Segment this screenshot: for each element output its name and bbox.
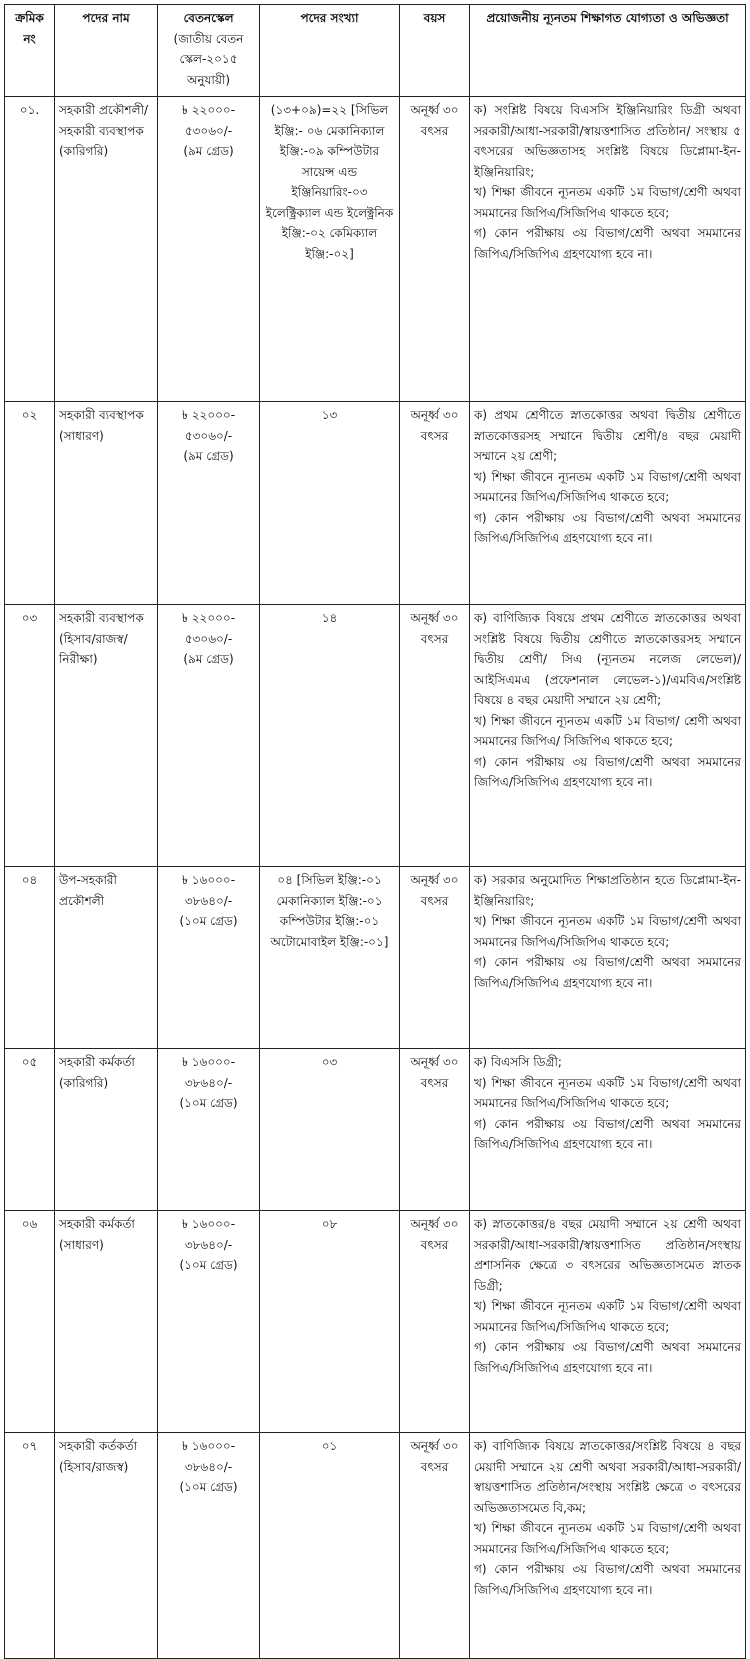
age-cell bbox=[400, 1211, 470, 1433]
header-qualification: প্রয়োজনীয় ন্যূনতম শিক্ষাগত যোগ্যতা ও অভিজ্ঞতা bbox=[470, 5, 746, 97]
qualification-item: ক) বাণিজ্যিক বিষয়ে প্রথম শ্রেণীতে স্নাতকোত্তর অথবা সংশ্লিষ্ট বিষয়ে দ্বিতীয় শ্রেণীতে স্নাতকোত্তরসহ সম্মানে দ্বিতীয় শ্রেণী/ সিএ (ন্যূনতম নলেজ লেভেল)/ আইসিএমএ (প্রফেশনাল লেভেল-১)/এমবিএ/সংশ্লিষ্ট বিষয়ে ৪ বছর মেয়াদী সম্মানে ২য় শ্রেণী; bbox=[474, 611, 741, 707]
qualification-cell bbox=[470, 97, 746, 402]
pay-scale-line: (১০ম গ্রেড) bbox=[179, 1480, 238, 1494]
qualification-cell bbox=[470, 605, 746, 867]
pay-scale-line: (৯ম গ্রেড) bbox=[183, 144, 234, 158]
serial-cell: ০৬ bbox=[5, 1211, 55, 1433]
pay-scale-line: ৩৮৬৪০/- bbox=[184, 1459, 233, 1474]
post-name-cell: সহকারী প্রকৌশলী/ সহকারী ব্যবস্থাপক (কারিগরি) bbox=[55, 97, 158, 402]
post-count-cell: (১৩+০৯)=২২ [সিভিল ইঞ্জি:- ০৬ মেকানিক্যাল ইঞ্জি:-০৯ কম্পিউটার সায়েন্স এন্ড ইঞ্জিনিয়ারিং-০৩ ইলেক্ট্রিক্যাল এন্ড ইলেক্ট্রনিক ইঞ্জি:-০২ কেমিক্যাল ইঞ্জি:-০২] bbox=[260, 97, 400, 402]
qualification-item: ক) বিএসসি ডিগ্রী; bbox=[474, 1055, 562, 1069]
pay-scale-line: ৳ ২২০০০- bbox=[181, 611, 236, 625]
serial-cell: ০৩ bbox=[5, 605, 55, 867]
age-line: অনূর্ধ্ব ৩০ bbox=[410, 611, 459, 625]
pay-scale-line: (৯ম গ্রেড) bbox=[183, 449, 234, 463]
pay-scale-line: (১০ম গ্রেড) bbox=[179, 1096, 238, 1110]
pay-scale-line: ৩৮৬৪০/- bbox=[184, 1237, 233, 1252]
qualification-item: গ) কোন পরীক্ষায় ৩য় বিভাগ/শ্রেণী অথবা সমমানের জিপিএ/সিজিপিএ গ্রহণযোগ্য হবে না। bbox=[474, 226, 741, 261]
post-name-cell: উপ-সহকারী প্রকৌশলী bbox=[55, 867, 158, 1049]
age-cell bbox=[400, 867, 470, 1049]
qualification-item: ক) প্রথম শ্রেণীতে স্নাতকোত্তর অথবা দ্বিতীয় শ্রেণীতে স্নাতকোত্তরসহ সম্মানে দ্বিতীয় শ্রেণী/৪ বছর মেয়াদী সম্মানে ২য় শ্রেণী; bbox=[474, 408, 741, 463]
pay-scale-line: ৳ ২২০০০- bbox=[181, 408, 236, 422]
serial-cell: ০১. bbox=[5, 97, 55, 402]
table-body bbox=[5, 97, 746, 1659]
post-count-cell: ১৩ bbox=[260, 402, 400, 605]
post-count-cell: ০১ bbox=[260, 1433, 400, 1659]
table-row bbox=[5, 1049, 746, 1211]
post-name-cell: সহকারী কর্মকর্তা (কারিগরি) bbox=[55, 1049, 158, 1211]
serial-cell: ০৭ bbox=[5, 1433, 55, 1659]
header-pay-scale bbox=[158, 5, 260, 97]
qualification-item: গ) কোন পরীক্ষায় ৩য় বিভাগ/শ্রেণী অথবা সমমানের জিপিএ/সিজিপিএ গ্রহণযোগ্য হবে না। bbox=[474, 754, 741, 789]
age-line: অনূর্ধ্ব ৩০ bbox=[410, 1055, 459, 1069]
header-row bbox=[5, 5, 746, 97]
qualification-item: খ) শিক্ষা জীবনে ন্যূনতম একটি ১ম বিভাগ/শ্রেণী অথবা সমমানের জিপিএ/সিজিপিএ থাকতে হবে; bbox=[474, 1075, 741, 1110]
qualification-item: ক) স্নাতকোত্তর/৪ বছর মেয়াদী সম্মানে ২য় শ্রেণী অথবা সরকারী/আধা-সরকারী/স্বায়ত্তশাসিত প্রতিষ্ঠান/সংস্থায় প্রশাসনিক ক্ষেত্রে ৩ বৎসরের অভিজ্ঞতাসমেত স্নাতক ডিগ্রী; bbox=[474, 1217, 741, 1293]
serial-cell: ০৪ bbox=[5, 867, 55, 1049]
age-line: অনূর্ধ্ব ৩০ bbox=[410, 1439, 459, 1453]
qualification-cell bbox=[470, 1049, 746, 1211]
qualification-item: গ) কোন পরীক্ষায় ৩য় বিভাগ/শ্রেণী অথবা সমমানের জিপিএ/সিজিপিএ গ্রহণযোগ্য হবে না। bbox=[474, 1340, 741, 1375]
header-serial: ক্রমিক নং bbox=[5, 5, 55, 97]
post-count-cell: ১৪ bbox=[260, 605, 400, 867]
qualification-item: ক) সংশ্লিষ্ট বিষয়ে বিএসসি ইঞ্জিনিয়ারিং ডিগ্রী অথবা সরকারী/আধা-সরকারী/স্বায়ত্তশাসিত প্রতিষ্ঠান/ সংস্থায় ৫ বৎসরের অভিজ্ঞতাসহ সংশ্লিষ্ট বিষয়ে ডিপ্লোমা-ইন-ইঞ্জিনিয়ারিং; bbox=[474, 103, 741, 179]
qualification-cell bbox=[470, 402, 746, 605]
header-pay-subtitle: (জাতীয় বেতন স্কেল-২০১৫ অনুযায়ী) bbox=[173, 31, 244, 87]
age-line: বৎসর bbox=[420, 1075, 449, 1090]
age-cell bbox=[400, 1049, 470, 1211]
qualification-cell bbox=[470, 1433, 746, 1659]
qualification-item: ক) সরকার অনুমোদিত শিক্ষাপ্রতিষ্ঠান হতে ডিপ্লোমা-ইন-ইঞ্জিনিয়ারিং; bbox=[474, 873, 741, 908]
header-pay-title: বেতনস্কেল bbox=[183, 11, 234, 25]
pay-scale-cell bbox=[158, 1049, 260, 1211]
qualification-item: খ) শিক্ষা জীবনে ন্যূনতম একটি ১ম বিভাগ/শ্রেণী অথবা সমমানের জিপিএ/সিজিপিএ থাকতে হবে; bbox=[474, 469, 741, 504]
pay-scale-line: ৫৩০৬০/- bbox=[184, 631, 233, 646]
qualification-item: ক) বাণিজ্যিক বিষয়ে স্নাতকোত্তর/সংশ্লিষ্ট বিষয়ে ৪ বছর মেয়াদী সম্মানে ২য় শ্রেণী অথবা সরকারী/আধা-সরকারী/স্বায়ত্তশাসিত প্রতিষ্ঠান/সংস্থায় সংশ্লিষ্ট ক্ষেত্রে ৩ বৎসরের অভিজ্ঞতাসমেত বি,কম; bbox=[474, 1439, 741, 1515]
age-line: বৎসর bbox=[420, 123, 449, 138]
table-row bbox=[5, 402, 746, 605]
table-row bbox=[5, 1211, 746, 1433]
qualification-item: খ) শিক্ষা জীবনে ন্যূনতম একটি ১ম বিভাগ/শ্রেণী অথবা সমমানের জিপিএ/সিজিপিএ থাকতে হবে; bbox=[474, 1299, 741, 1334]
pay-scale-line: ৳ ২২০০০- bbox=[181, 103, 236, 117]
pay-scale-line: ৳ ১৬০০০- bbox=[181, 1055, 236, 1069]
age-cell bbox=[400, 402, 470, 605]
table-row bbox=[5, 867, 746, 1049]
post-name-cell: সহকারী ব্যবস্থাপক (হিসাব/রাজস্ব/ নিরীক্ষা) bbox=[55, 605, 158, 867]
pay-scale-line: (১০ম গ্রেড) bbox=[179, 914, 238, 928]
qualification-cell bbox=[470, 867, 746, 1049]
pay-scale-line: ৩৮৬৪০/- bbox=[184, 893, 233, 908]
qualification-item: গ) কোন পরীক্ষায় ৩য় বিভাগ/শ্রেণী অথবা সমমানের জিপিএ/সিজিপিএ গ্রহণযোগ্য হবে না। bbox=[474, 1116, 741, 1151]
pay-scale-line: ৩৮৬৪০/- bbox=[184, 1075, 233, 1090]
table-row bbox=[5, 605, 746, 867]
pay-scale-cell bbox=[158, 605, 260, 867]
qualification-item: খ) শিক্ষা জীবনে ন্যূনতম একটি ১ম বিভাগ/শ্রেণী অথবা সমমানের জিপিএ/সিজিপিএ থাকতে হবে; bbox=[474, 914, 741, 949]
pay-scale-line: ৳ ১৬০০০- bbox=[181, 1217, 236, 1231]
age-line: অনূর্ধ্ব ৩০ bbox=[410, 1217, 459, 1231]
qualification-item: খ) শিক্ষা জীবনে ন্যূনতম একটি ১ম বিভাগ/শ্রেণী অথবা সমমানের জিপিএ/সিজিপিএ থাকতে হবে; bbox=[474, 1521, 741, 1556]
qualification-item: গ) কোন পরীক্ষায় ৩য় বিভাগ/শ্রেণী অথবা সমমানের জিপিএ/সিজিপিএ গ্রহণযোগ্য হবে না। bbox=[474, 510, 741, 545]
serial-cell: ০৫ bbox=[5, 1049, 55, 1211]
pay-scale-cell bbox=[158, 97, 260, 402]
serial-cell: ০২ bbox=[5, 402, 55, 605]
header-age: বয়স bbox=[400, 5, 470, 97]
pay-scale-line: ৫৩০৬০/- bbox=[184, 123, 233, 138]
age-line: অনূর্ধ্ব ৩০ bbox=[410, 873, 459, 887]
pay-scale-line: ৫৩০৬০/- bbox=[184, 428, 233, 443]
age-line: বৎসর bbox=[420, 631, 449, 646]
pay-scale-line: (১০ম গ্রেড) bbox=[179, 1258, 238, 1272]
age-line: বৎসর bbox=[420, 1237, 449, 1252]
posts-table bbox=[4, 4, 746, 1659]
age-cell bbox=[400, 1433, 470, 1659]
header-post-count: পদের সংখ্যা bbox=[260, 5, 400, 97]
table-row bbox=[5, 1433, 746, 1659]
table-row bbox=[5, 97, 746, 402]
age-line: বৎসর bbox=[420, 1459, 449, 1474]
age-cell bbox=[400, 97, 470, 402]
age-line: বৎসর bbox=[420, 893, 449, 908]
age-line: বৎসর bbox=[420, 428, 449, 443]
pay-scale-line: ৳ ১৬০০০- bbox=[181, 1439, 236, 1453]
header-post-name: পদের নাম bbox=[55, 5, 158, 97]
age-line: অনূর্ধ্ব ৩০ bbox=[410, 408, 459, 422]
post-count-cell: ০৪ [সিভিল ইঞ্জি:-০১ মেকানিক্যাল ইঞ্জি:-০১ কম্পিউটার ইঞ্জি:-০১ অটোমোবাইল ইঞ্জি:-০১] bbox=[260, 867, 400, 1049]
pay-scale-cell bbox=[158, 1211, 260, 1433]
recruitment-table-document bbox=[4, 4, 745, 1659]
age-line: অনূর্ধ্ব ৩০ bbox=[410, 103, 459, 117]
post-name-cell: সহকারী কর্মকর্তা (সাধারণ) bbox=[55, 1211, 158, 1433]
pay-scale-cell bbox=[158, 867, 260, 1049]
post-count-cell: ০৩ bbox=[260, 1049, 400, 1211]
post-name-cell: সহকারী ব্যবস্থাপক (সাধারণ) bbox=[55, 402, 158, 605]
qualification-item: খ) শিক্ষা জীবনে ন্যূনতম একটি ১ম বিভাগ/শ্রেণী অথবা সমমানের জিপিএ/সিজিপিএ থাকতে হবে; bbox=[474, 185, 741, 220]
pay-scale-cell bbox=[158, 1433, 260, 1659]
post-count-cell: ০৮ bbox=[260, 1211, 400, 1433]
pay-scale-line: ৳ ১৬০০০- bbox=[181, 873, 236, 887]
qualification-item: খ) শিক্ষা জীবনে ন্যূনতম একটি ১ম বিভাগ/ শ্রেণী অথবা সমমানের জিপিএ/ সিজিপিএ থাকতে হবে; bbox=[474, 713, 741, 748]
qualification-item: গ) কোন পরীক্ষায় ৩য় বিভাগ/শ্রেণী অথবা সমমানের জিপিএ/সিজিপিএ গ্রহণযোগ্য হবে না। bbox=[474, 955, 741, 990]
post-name-cell: সহকারী কর্তকর্তা (হিসাব/রাজস্ব) bbox=[55, 1433, 158, 1659]
pay-scale-line: (৯ম গ্রেড) bbox=[183, 652, 234, 666]
pay-scale-cell bbox=[158, 402, 260, 605]
qualification-item: গ) কোন পরীক্ষায় ৩য় বিভাগ/শ্রেণী অথবা সমমানের জিপিএ/সিজিপিএ গ্রহণযোগ্য হবে না। bbox=[474, 1562, 741, 1597]
age-cell bbox=[400, 605, 470, 867]
qualification-cell bbox=[470, 1211, 746, 1433]
